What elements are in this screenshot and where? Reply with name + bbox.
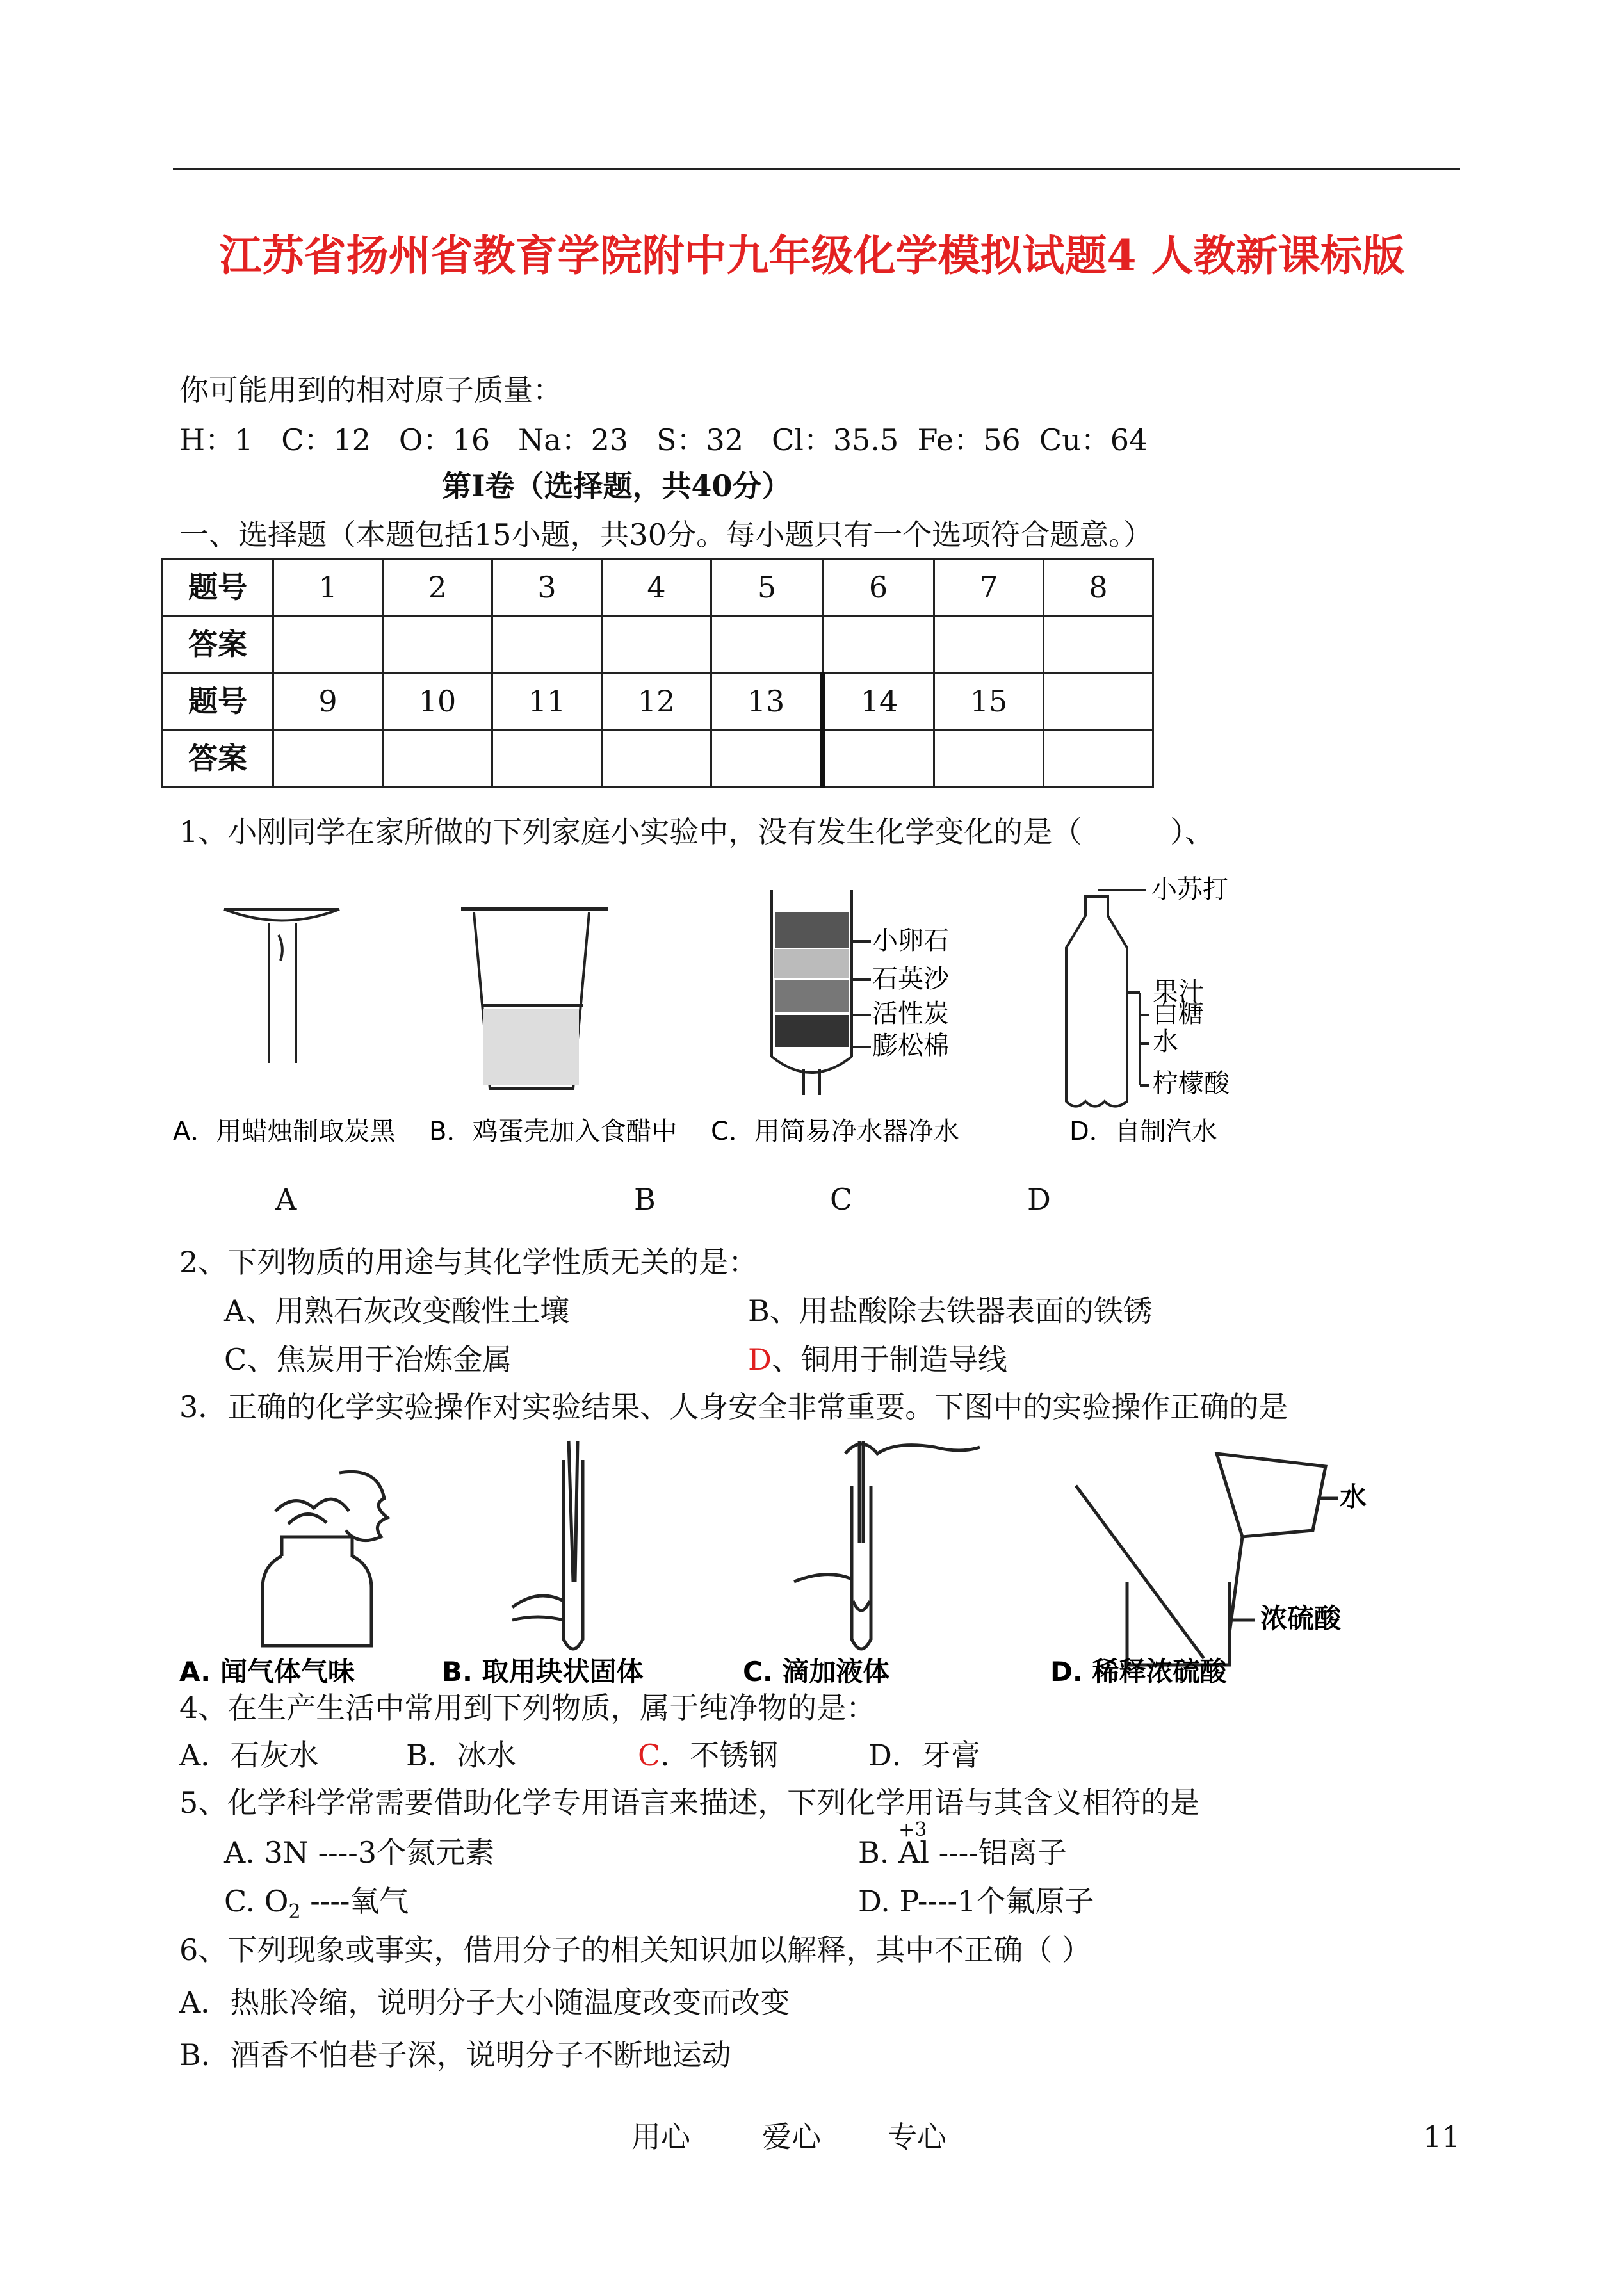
q1-letter-d: D bbox=[1027, 1182, 1051, 1217]
q6-option-a: A．热胀冷缩，说明分子大小随温度改变而改变 bbox=[179, 1985, 790, 2020]
q4-option-c-letter: C bbox=[638, 1738, 661, 1772]
q5-option-c-formula: C. O bbox=[224, 1884, 289, 1918]
q3-apparatus-drawing bbox=[179, 1428, 1367, 1687]
q4-option-c-text: ．不锈钢 bbox=[660, 1738, 779, 1772]
q5-option-c-text: ----氧气 bbox=[300, 1884, 409, 1918]
question-3-figure bbox=[179, 1428, 1367, 1687]
answer-cell[interactable] bbox=[602, 617, 711, 674]
answer-cell[interactable] bbox=[602, 731, 711, 788]
question-number-cell: 7 bbox=[934, 560, 1044, 617]
q1-letter-b: B bbox=[634, 1182, 656, 1217]
footer-motto-1: 用心 bbox=[631, 2120, 690, 2154]
question-number-cell: 1 bbox=[273, 560, 383, 617]
question-number-cell: 14 bbox=[823, 674, 934, 731]
question-number-cell: 2 bbox=[383, 560, 492, 617]
answer-cell[interactable] bbox=[1044, 731, 1153, 788]
q1-caption-d: D．自制汽水 bbox=[1069, 1117, 1217, 1146]
q1-letter-a: A bbox=[275, 1182, 297, 1217]
q1-caption-c: C．用简易净水器净水 bbox=[711, 1117, 959, 1146]
q3-label-water: 水 bbox=[1340, 1481, 1367, 1512]
question-number-cell: 10 bbox=[383, 674, 492, 731]
question-2-stem: 2、下列物质的用途与其化学性质无关的是： bbox=[179, 1245, 758, 1279]
q5-option-d: D. P----1个氟原子 bbox=[858, 1884, 1094, 1918]
answer-cell[interactable] bbox=[934, 731, 1044, 788]
q4-option-a: A．石灰水 bbox=[179, 1738, 319, 1772]
answer-table-row bbox=[163, 560, 1153, 617]
question-number-cell: 9 bbox=[273, 674, 383, 731]
table-label-answer: 答案 bbox=[163, 617, 273, 674]
q5-al-text: Al bbox=[898, 1835, 929, 1870]
q3-caption-d: D. 稀释浓硫酸 bbox=[1050, 1656, 1227, 1687]
filter-label-quartz-sand: 石英沙 bbox=[872, 964, 949, 994]
q2-option-a: A、用熟石灰改变酸性土壤 bbox=[224, 1293, 570, 1328]
answer-cell[interactable] bbox=[273, 617, 383, 674]
question-3-stem: 3．正确的化学实验操作对实验结果、人身安全非常重要。下图中的实验操作正确的是 bbox=[179, 1390, 1288, 1424]
q1-caption-b: B．鸡蛋壳加入食醋中 bbox=[429, 1117, 678, 1146]
q5-option-c bbox=[224, 1884, 409, 1924]
soda-label-citric-acid: 柠檬酸 bbox=[1153, 1069, 1230, 1098]
q5-charge-label: +3 bbox=[898, 1819, 927, 1841]
filter-label-pebbles: 小卵石 bbox=[872, 926, 949, 955]
soda-label-juice: 果汁 bbox=[1153, 977, 1204, 1007]
table-label-number: 题号 bbox=[163, 560, 273, 617]
q2-option-c: C、焦炭用于冶炼金属 bbox=[224, 1342, 512, 1377]
q3-caption-a: A. 闻气体气味 bbox=[179, 1656, 355, 1687]
question-1-stem: 1、小刚同学在家所做的下列家庭小实验中，没有发生化学变化的是（ ）、 bbox=[179, 815, 1215, 849]
question-number-cell: 4 bbox=[602, 560, 711, 617]
answer-cell[interactable] bbox=[492, 731, 602, 788]
table-label-number: 题号 bbox=[163, 674, 273, 731]
q6-option-b: B．酒香不怕巷子深，说明分子不断地运动 bbox=[179, 2038, 731, 2072]
page-title: 江苏省扬州省教育学院附中九年级化学模拟试题4 人教新课标版 bbox=[219, 231, 1405, 280]
q1-letter-c: C bbox=[830, 1182, 853, 1217]
q5-option-b-text: ----铝离子 bbox=[929, 1835, 1067, 1870]
question-number-cell: 3 bbox=[492, 560, 602, 617]
question-5-stem: 5、化学科学常需要借助化学专用语言来描述，下列化学用语与其含义相符的是 bbox=[179, 1785, 1200, 1820]
question-number-cell: 11 bbox=[492, 674, 602, 731]
q1-caption-a: A．用蜡烛制取炭黑 bbox=[173, 1117, 396, 1146]
q4-option-c bbox=[638, 1738, 778, 1773]
question-number-cell: 5 bbox=[711, 560, 823, 617]
question-1-figure bbox=[173, 877, 1300, 1153]
section-instructions: 一、选择题（本题包括15小题，共30分。每小题只有一个选项符合题意。） bbox=[179, 517, 1153, 552]
section-title: 第Ⅰ卷（选择题，共40分） bbox=[442, 469, 792, 503]
q4-option-b: B．冰水 bbox=[406, 1738, 516, 1772]
question-number-cell bbox=[1044, 674, 1153, 731]
atomic-mass-intro: 你可能用到的相对原子质量： bbox=[179, 373, 562, 407]
answer-cell[interactable] bbox=[934, 617, 1044, 674]
q3-label-conc-sulfuric-acid: 浓硫酸 bbox=[1260, 1603, 1342, 1634]
q2-option-b: B、用盐酸除去铁器表面的铁锈 bbox=[748, 1293, 1153, 1328]
answer-cell[interactable] bbox=[711, 617, 823, 674]
q5-aluminum-symbol bbox=[898, 1819, 929, 1870]
soda-label-water: 水 bbox=[1153, 1027, 1178, 1057]
q2-option-d-letter: D bbox=[748, 1342, 772, 1377]
q1-apparatus-drawing bbox=[173, 877, 1300, 1153]
answer-cell[interactable] bbox=[823, 731, 934, 788]
q5-option-a: A. 3N ----3个氮元素 bbox=[224, 1835, 495, 1870]
filter-label-activated-carbon: 活性炭 bbox=[872, 999, 949, 1028]
q5-option-c-subscript: 2 bbox=[288, 1901, 301, 1924]
question-number-cell: 12 bbox=[602, 674, 711, 731]
q3-caption-b: B. 取用块状固体 bbox=[442, 1656, 644, 1687]
footer-motto-2: 爱心 bbox=[762, 2120, 821, 2154]
footer-motto-3: 专心 bbox=[888, 2120, 946, 2154]
answer-table-row bbox=[163, 731, 1153, 788]
question-6-stem: 6、下列现象或事实，借用分子的相关知识加以解释，其中不正确（ ） bbox=[179, 1933, 1091, 1967]
header-rule bbox=[173, 168, 1460, 170]
question-number-cell: 13 bbox=[711, 674, 823, 731]
question-number-cell: 6 bbox=[823, 560, 934, 617]
answer-cell[interactable] bbox=[1044, 617, 1153, 674]
answer-cell[interactable] bbox=[383, 617, 492, 674]
page-number: 11 bbox=[1423, 2120, 1461, 2154]
q4-option-d: D．牙膏 bbox=[868, 1738, 980, 1772]
answer-table bbox=[161, 558, 1154, 788]
q2-option-d bbox=[748, 1342, 1007, 1377]
question-4-stem: 4、在生产生活中常用到下列物质，属于纯净物的是： bbox=[179, 1691, 876, 1725]
question-number-cell: 15 bbox=[934, 674, 1044, 731]
filter-label-cotton: 膨松棉 bbox=[872, 1031, 949, 1060]
soda-label-sugar: 白糖 bbox=[1153, 999, 1204, 1028]
q5-option-b-letter: B. bbox=[858, 1835, 899, 1870]
answer-cell[interactable] bbox=[823, 617, 934, 674]
answer-table-row bbox=[163, 674, 1153, 731]
atomic-mass-values: H：1 C：12 O：16 Na：23 S：32 Cl：35.5 Fe：56 Cu：64 bbox=[179, 423, 1148, 457]
answer-cell[interactable] bbox=[711, 731, 823, 788]
answer-cell[interactable] bbox=[383, 731, 492, 788]
table-label-answer: 答案 bbox=[163, 731, 273, 788]
question-number-cell: 8 bbox=[1044, 560, 1153, 617]
answer-cell[interactable] bbox=[492, 617, 602, 674]
soda-label-baking-soda: 小苏打 bbox=[1151, 875, 1228, 904]
answer-table-row bbox=[163, 617, 1153, 674]
answer-cell[interactable] bbox=[273, 731, 383, 788]
q2-option-d-text: 、铜用于制造导线 bbox=[771, 1342, 1007, 1377]
q5-option-b bbox=[858, 1819, 1067, 1870]
q3-caption-c: C. 滴加液体 bbox=[743, 1656, 890, 1687]
